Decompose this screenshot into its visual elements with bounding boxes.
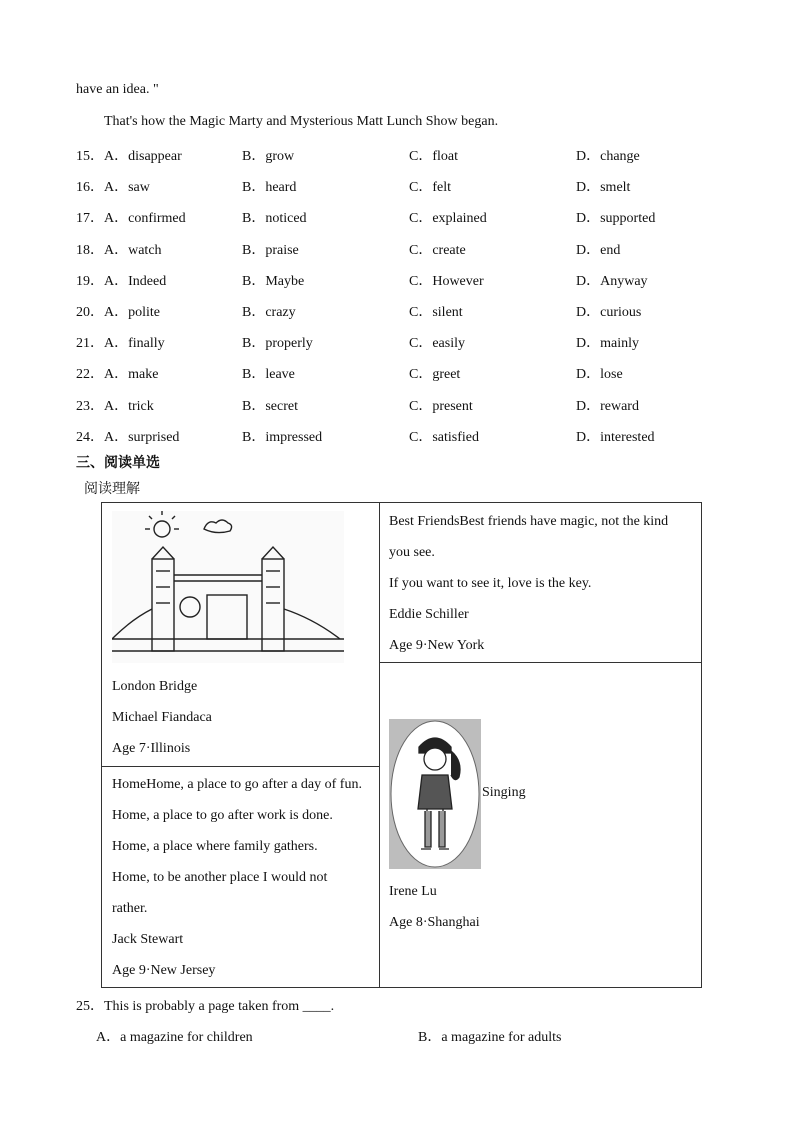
option-c[interactable]: C．greet (409, 367, 461, 383)
option-b[interactable]: B．crazy (242, 305, 296, 320)
question-number: 17． (76, 211, 104, 227)
option-b[interactable]: B．impressed (242, 429, 323, 445)
option-a[interactable]: A．saw (104, 180, 150, 196)
option-d[interactable]: D．supported (576, 211, 656, 227)
option-c[interactable]: C．present (409, 398, 473, 414)
option-d[interactable]: D．lose (576, 367, 623, 383)
option-d[interactable]: D．curious (576, 305, 642, 320)
question-25-stem: 25．This is probably a page taken from ____. (76, 999, 335, 1014)
option-a[interactable]: A．trick (104, 398, 154, 414)
option-d[interactable]: D．mainly (576, 336, 639, 352)
option-b[interactable]: B．grow (242, 149, 295, 164)
question-number: 24． (76, 429, 104, 445)
question-row (76, 332, 716, 352)
poem-line: Home, a place where family gathers. (112, 839, 318, 854)
question-row (76, 363, 716, 383)
artist-name: Michael Fiandaca (112, 710, 212, 725)
option-c[interactable]: C．However (409, 273, 484, 289)
reading-table (101, 502, 702, 988)
question-row (76, 301, 716, 321)
cell-home (102, 767, 380, 988)
cell-singing (380, 663, 702, 988)
option-d[interactable]: D．change (576, 149, 640, 164)
question-number: 19． (76, 273, 104, 289)
option-b[interactable]: B．heard (242, 180, 297, 196)
poet-name: Eddie Schiller (389, 607, 469, 622)
option-b[interactable]: B．Maybe (242, 273, 305, 289)
intro-line-2: That's how the Magic Marty and Mysterious Matt Lunch Show began. (104, 114, 499, 129)
poem-line: Home, a place to go after work is done. (112, 808, 333, 823)
option-d[interactable]: D．reward (576, 398, 639, 414)
question-number: 15． (76, 149, 104, 164)
option-a[interactable]: A．disappear (104, 149, 182, 164)
option-d[interactable]: D．Anyway (576, 273, 648, 289)
option-a[interactable]: A．confirmed (104, 211, 186, 227)
question-25-option-a[interactable]: A．a magazine for children (96, 1030, 253, 1045)
question-row (76, 207, 716, 227)
artwork-title: London Bridge (112, 679, 198, 694)
section-title: 三、阅读单选 (76, 455, 160, 471)
poem-line: Home, to be another place I would not (112, 870, 328, 885)
question-number: 20． (76, 305, 104, 320)
poet-name: Jack Stewart (112, 932, 184, 947)
question-row (76, 145, 716, 165)
poem-line: rather. (112, 901, 148, 916)
option-b[interactable]: B．properly (242, 336, 313, 352)
artist-name: Irene Lu (389, 884, 437, 899)
option-a[interactable]: A．polite (104, 305, 160, 320)
option-b[interactable]: B．noticed (242, 211, 307, 227)
option-c[interactable]: C．satisfied (409, 429, 479, 445)
option-a[interactable]: A．finally (104, 336, 165, 352)
option-d[interactable]: D．interested (576, 429, 655, 445)
option-c[interactable]: C．explained (409, 211, 487, 227)
option-c[interactable]: C．easily (409, 336, 465, 352)
section-subtitle: 阅读理解 (84, 481, 140, 497)
option-c[interactable]: C．float (409, 149, 458, 164)
poem-line: If you want to see it, love is the key. (389, 576, 592, 591)
artist-info: Age 8·Shanghai (389, 915, 480, 930)
option-a[interactable]: A．watch (104, 242, 162, 258)
question-row (76, 426, 716, 446)
option-b[interactable]: B．leave (242, 367, 295, 383)
girl-singing-drawing (389, 719, 481, 869)
option-c[interactable]: C．felt (409, 180, 451, 196)
artwork-caption: Singing (482, 785, 526, 800)
poem-line: you see. (389, 545, 435, 560)
option-b[interactable]: B．praise (242, 242, 299, 258)
option-a[interactable]: A．Indeed (104, 273, 167, 289)
question-row (76, 176, 716, 196)
option-a[interactable]: A．surprised (104, 429, 180, 445)
poem-line: Best FriendsBest friends have magic, not the kind (389, 514, 669, 529)
london-bridge-drawing (112, 511, 344, 663)
question-number: 21． (76, 336, 104, 352)
question-row (76, 270, 716, 290)
option-c[interactable]: C．silent (409, 305, 463, 320)
cell-best-friends (380, 503, 702, 663)
question-number: 22． (76, 367, 104, 383)
option-c[interactable]: C．create (409, 242, 466, 258)
cell-london-bridge (102, 503, 380, 767)
question-row (76, 395, 716, 415)
question-25-option-b[interactable]: B．a magazine for adults (418, 1030, 562, 1045)
question-number: 23． (76, 398, 104, 414)
poem-line: HomeHome, a place to go after a day of fun. (112, 777, 362, 792)
poet-info: Age 9·New York (389, 638, 485, 653)
intro-line-1: have an idea. " (76, 82, 159, 97)
question-number: 16． (76, 180, 104, 196)
option-d[interactable]: D．smelt (576, 180, 631, 196)
option-a[interactable]: A．make (104, 367, 159, 383)
question-row (76, 239, 716, 259)
question-number: 18． (76, 242, 104, 258)
artist-info: Age 7·Illinois (112, 741, 191, 756)
poet-info: Age 9·New Jersey (112, 963, 216, 978)
option-b[interactable]: B．secret (242, 398, 298, 414)
option-d[interactable]: D．end (576, 242, 621, 258)
